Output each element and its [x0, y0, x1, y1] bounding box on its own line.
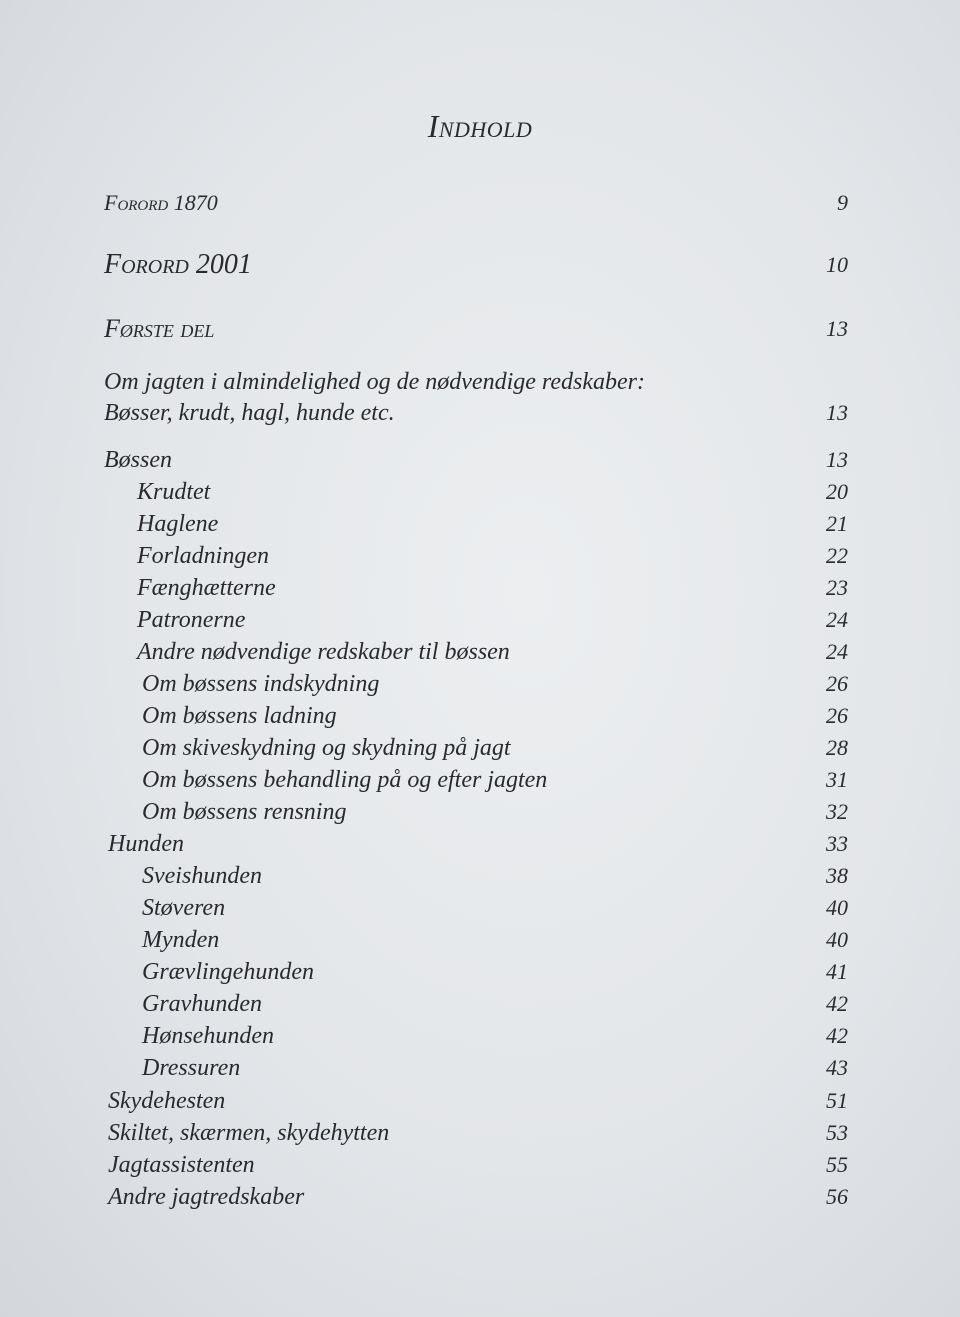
toc-entry-label: Om jagten i almindelighed og de nødvendige redskaber: [104, 369, 645, 395]
toc-entry [0, 731, 960, 765]
toc-entry [0, 827, 960, 861]
toc-entry [0, 1180, 960, 1214]
toc-entry [0, 365, 960, 399]
toc-entry-page: 53 [826, 1120, 848, 1145]
toc-entry [0, 667, 960, 701]
toc-entry [0, 763, 960, 797]
toc-entry-label: Om bøssens indskydning [142, 671, 380, 697]
toc-entry [0, 248, 960, 282]
toc-entry [0, 1084, 960, 1118]
toc-entry-page: 40 [826, 895, 848, 920]
toc-entry-page: 40 [826, 927, 848, 952]
toc-entry-label: Skiltet, skærmen, skydehytten [108, 1120, 390, 1146]
toc-entry [0, 603, 960, 637]
toc-entry-label: Hønsehunden [142, 1023, 274, 1049]
toc-entry [0, 859, 960, 893]
toc-entry-label: Støveren [142, 895, 226, 921]
toc-entry [0, 795, 960, 829]
toc-entry-page: 26 [826, 671, 848, 696]
toc-entry [0, 1116, 960, 1150]
toc-entry-label: Haglene [137, 511, 219, 537]
toc-entry-label: Mynden [142, 927, 220, 953]
toc-entry-page: 51 [826, 1088, 848, 1113]
toc-entry-label: Grævlingehunden [142, 959, 314, 985]
toc-entry-label: Jagtassistenten [108, 1152, 255, 1178]
toc-entry [0, 635, 960, 669]
toc-entry-page: 41 [826, 959, 848, 984]
toc-entry-label: Krudtet [137, 479, 211, 505]
toc-entry-page: 9 [837, 190, 848, 215]
toc-entry-page: 13 [826, 400, 848, 425]
toc-entry [0, 396, 960, 430]
toc-entry [0, 312, 960, 346]
toc-entry-label: Om bøssens behandling på og efter jagten [142, 767, 548, 793]
toc-entry [0, 539, 960, 573]
toc-entry [0, 1019, 960, 1053]
toc-entry-page: 26 [826, 703, 848, 728]
toc-entry-page: 32 [826, 799, 848, 824]
toc-entry-page: 56 [826, 1184, 848, 1209]
toc-entry [0, 923, 960, 957]
toc-entry-label: Forladningen [137, 543, 269, 569]
toc-entry-label: Forord 1870 [104, 190, 218, 215]
toc-entry [0, 507, 960, 541]
toc-entry-label: Dressuren [142, 1055, 241, 1081]
toc-entry-label: Bøssen [104, 447, 172, 473]
toc-entry-page: 20 [826, 479, 848, 504]
toc-entry [0, 1051, 960, 1085]
toc-entry-page: 31 [826, 767, 848, 792]
toc-entry-label: Gravhunden [142, 991, 262, 1017]
toc-entry-page: 38 [826, 863, 848, 888]
toc-entry [0, 186, 960, 220]
page-title: Indhold [427, 108, 533, 144]
toc-entry [0, 443, 960, 477]
toc-entry-page: 42 [826, 1023, 848, 1048]
toc-entry [0, 955, 960, 989]
toc-entry-label: Sveishunden [142, 863, 262, 889]
toc-entry-page: 23 [826, 575, 848, 600]
toc-entry-page: 22 [826, 543, 848, 568]
toc-entry [0, 699, 960, 733]
toc-entry-page: 33 [826, 831, 848, 856]
toc-entry-page: 13 [826, 316, 848, 341]
toc-entry-label: Fænghætterne [137, 575, 276, 601]
toc-entry-label: Om skiveskydning og skydning på jagt [142, 735, 511, 761]
toc-entry-label: Hunden [108, 831, 184, 857]
toc-entry-label: Første del [104, 314, 215, 343]
toc-entry-page: 42 [826, 991, 848, 1016]
toc-entry-label: Patronerne [137, 607, 246, 633]
toc-entry-page: 13 [826, 447, 848, 472]
toc-entry-label: Om bøssens rensning [142, 799, 347, 825]
toc-entry-page: 21 [826, 511, 848, 536]
toc-entry-page: 43 [826, 1055, 848, 1080]
toc-entry [0, 571, 960, 605]
toc-entry-label: Andre jagtredskaber [108, 1184, 305, 1210]
toc-entry-page: 28 [826, 735, 848, 760]
toc-entry-page: 10 [826, 252, 848, 277]
toc-entry-page: 24 [826, 607, 848, 632]
toc-entry-label: Bøsser, krudt, hagl, hunde etc. [104, 400, 395, 426]
toc-entry [0, 891, 960, 925]
toc-entry [0, 475, 960, 509]
toc-entry-page: 24 [826, 639, 848, 664]
toc-entry [0, 1148, 960, 1182]
toc-entry [0, 987, 960, 1021]
toc-entry-label: Andre nødvendige redskaber til bøssen [137, 639, 510, 665]
toc-entry-label: Skydehesten [108, 1088, 226, 1114]
toc-entry-label: Om bøssens ladning [142, 703, 337, 729]
toc-entry-label: Forord 2001 [104, 249, 252, 280]
toc-entry-page: 55 [826, 1152, 848, 1177]
